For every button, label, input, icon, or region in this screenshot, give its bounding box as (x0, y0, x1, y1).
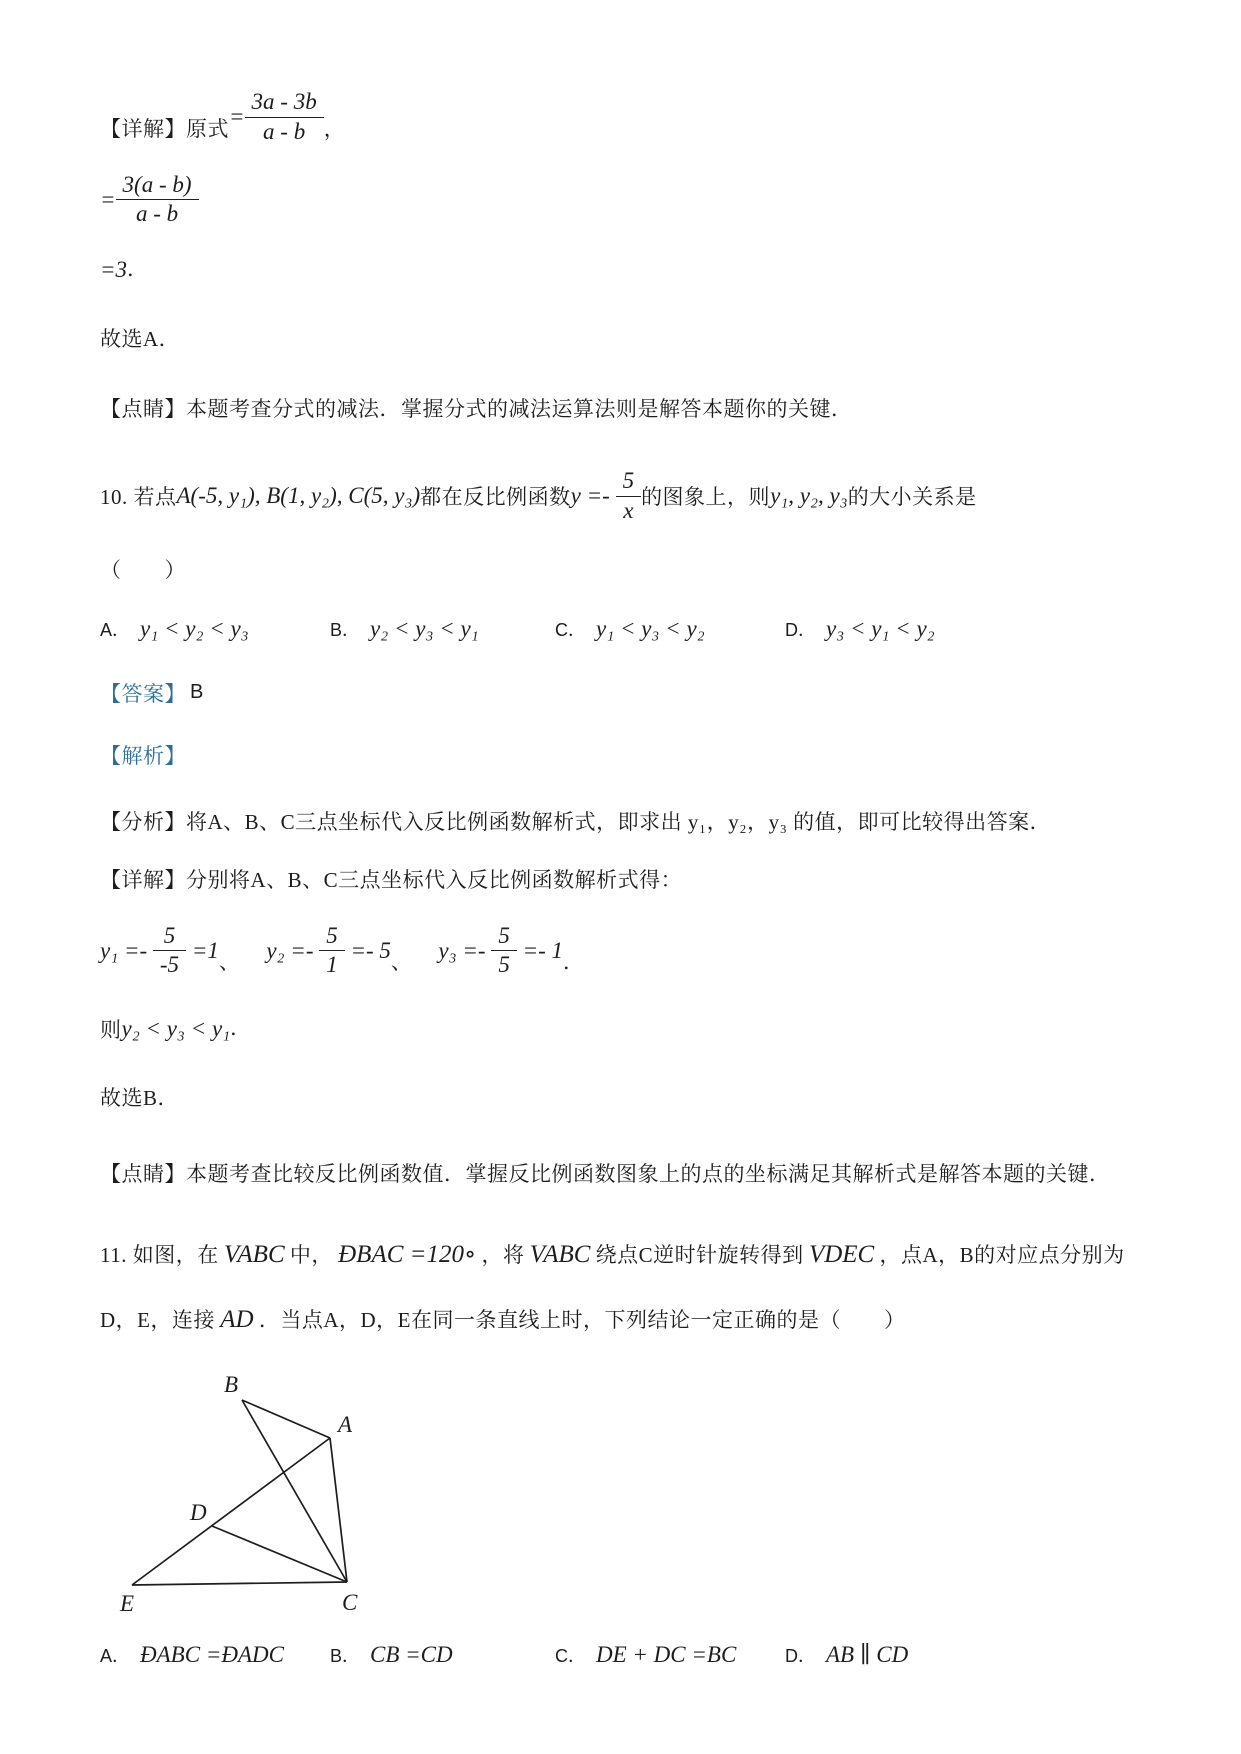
q10-option-a-label: A． (100, 619, 131, 640)
q10-ys: y₁, y₂, y₃ (770, 483, 848, 509)
q10-calc3-numerator: 5 (498, 922, 510, 948)
edge-EC (132, 1582, 347, 1585)
q10-calc2-numerator: 5 (326, 922, 338, 948)
q11-seg6: 绕点C逆时针旋转得到 (595, 1242, 804, 1267)
q10-calc3-denominator: 5 (491, 950, 517, 980)
q10-option-d (785, 616, 935, 642)
q9-tip: 【点睛】本题考查分式的减法．掌握分式的减法运算法则是解答本题你的关键． (100, 397, 853, 421)
q10-calc-row (100, 922, 1141, 981)
q10-option-d-label: D． (785, 619, 816, 640)
vertex-label-E: E (120, 1590, 135, 1616)
q10-paren: （ ） (100, 557, 186, 582)
q10-analysis: 【分析】将A、B、C三点坐标代入反比例函数解析式，即求出 y₁，y₂，y₃ 的值，即可比较得出答案． (100, 809, 1052, 834)
q10-options (100, 616, 1141, 642)
vertex-label-B: B (224, 1371, 239, 1397)
q9-detail-label: 【详解】原式 (100, 116, 229, 141)
q11-stem (100, 1222, 1141, 1352)
q10-option-c-expr: y₁ < y₃ < y₂ (596, 615, 705, 641)
q11-seg8: ，点A，B的对应点分别为D，E，连接 (100, 1242, 1125, 1332)
q9-step3 (100, 253, 1141, 287)
q9-eq1-denominator: a - b (245, 117, 324, 147)
q11-seg4: ，将 (481, 1242, 525, 1267)
q11-option-d-label: D． (785, 1645, 816, 1666)
q10-answer-value: B (190, 681, 204, 703)
q10-calc2-fraction (319, 922, 345, 981)
q10-option-b (330, 616, 555, 642)
q10-after: 的图象上，则 (641, 485, 771, 510)
q10-answer-label: 【答案】 (100, 681, 186, 706)
q10-tail: 的大小关系是 (847, 485, 977, 510)
q10-then-pre: 则 (100, 1018, 122, 1042)
q9-eq2-sign: = (100, 186, 116, 212)
edge-DC (212, 1526, 347, 1582)
q10-lead: 10. 若点 (100, 485, 177, 510)
vertex-label-C: C (342, 1589, 358, 1615)
q9-eq2-denominator: a - b (116, 199, 199, 229)
q11-option-a (100, 1642, 330, 1668)
q10-func-numerator: 5 (622, 468, 635, 493)
q11-seg3: ÐBAC =120∘ (338, 1240, 477, 1268)
q11-option-d-expr: AB ∥ CD (826, 1641, 909, 1667)
q10-option-a (100, 616, 330, 642)
q11-option-b-expr: CB =CD (370, 1641, 453, 1667)
vertex-label-D: D (190, 1499, 207, 1525)
q10-calc2-sep: 、 (390, 950, 413, 974)
q9-eq2-fraction (116, 171, 199, 230)
q10-option-b-expr: y₂ < y₃ < y₁ (370, 615, 479, 641)
q11-option-c-expr: DE + DC =BC (596, 1641, 737, 1667)
q11-seg5: VABC (529, 1240, 591, 1268)
q11-figure (102, 1366, 1141, 1634)
q10-calc2-post: =- 5 (344, 937, 391, 963)
q11-option-a-expr: ÐABC =ÐADC (140, 1641, 284, 1667)
edge-BA (242, 1400, 330, 1438)
q10-calc2-denominator: 1 (319, 950, 345, 980)
q10-calc2-pre: y₂ =- (266, 937, 320, 963)
edge-AC (330, 1438, 347, 1582)
q11-options (100, 1642, 1141, 1668)
q9-detail-line (100, 88, 1141, 147)
q10-option-b-label: B． (330, 619, 361, 640)
q9-eq1-sign: = (229, 104, 245, 130)
q10-then-expr: y₂ < y₃ < y₁ (121, 1016, 231, 1041)
q9-eq1-comma: ， (323, 116, 346, 141)
q9-eq3: =3 (100, 257, 128, 282)
q10-option-d-expr: y₃ < y₁ < y₂ (826, 615, 935, 641)
q10-func-denominator: x (616, 496, 642, 526)
q9-eq3-period: ． (127, 257, 149, 281)
q10-calc3-sep: ． (563, 950, 585, 974)
q11-seg0: 11. 如图，在 (100, 1242, 219, 1267)
q9-eq2-numerator: 3(a - b) (122, 171, 192, 197)
q11-seg2: 中， (289, 1242, 333, 1267)
q10-option-a-expr: y₁ < y₂ < y₃ (140, 615, 249, 641)
q9-step2 (100, 171, 1141, 230)
q11-option-c (555, 1642, 785, 1668)
q10-calc3-fraction (491, 922, 517, 981)
q10-func-fraction (616, 467, 642, 526)
q10-mid: 都在反比例函数 (420, 485, 571, 510)
q10-calc1-sep: 、 (218, 950, 241, 974)
q10-analysis-label: 【解析】 (100, 743, 186, 768)
q9-eq1-numerator: 3a - 3b (251, 89, 317, 114)
q10-detail: 【详解】分别将A、B、C三点坐标代入反比例函数解析式得： (100, 867, 683, 892)
q10-calc3-pre: y₃ =- (438, 937, 492, 963)
q11-option-c-label: C． (555, 1645, 586, 1666)
q11-option-d (785, 1642, 908, 1668)
q10-calc1-post: =1 (186, 937, 219, 963)
q11-seg9: AD (220, 1305, 254, 1333)
q9-eq1-fraction (245, 88, 324, 147)
q10-stem (100, 467, 1141, 526)
q10-calc3-post: =- 1 (516, 937, 563, 963)
q11-seg1: VABC (223, 1240, 285, 1268)
q10-tip: 【点睛】本题考查比较反比例函数值．掌握反比例函数图象上的点的坐标满足其解析式是解答本题的关键． (100, 1162, 1111, 1186)
q10-conclusion: 故选B． (100, 1086, 180, 1110)
q10-calc1-pre: y₁ =- (100, 937, 153, 963)
q10-func-pre: y =- (570, 483, 616, 509)
q10-then-tail: ． (230, 1016, 252, 1040)
q10-calc1-denominator: -5 (153, 950, 186, 980)
q10-calc1-numerator: 5 (163, 922, 176, 948)
q10-option-c (555, 616, 785, 642)
q11-option-b (330, 1642, 555, 1668)
q10-then-line (100, 1012, 1141, 1046)
q11-option-a-label: A． (100, 1645, 131, 1666)
q11-seg10: ．当点A，D，E在同一条直线上时，下列结论一定正确的是（ ） (258, 1307, 906, 1332)
q11-seg7: VDEC (808, 1240, 875, 1268)
q11-option-b-label: B． (330, 1645, 361, 1666)
triangle-figure-svg (102, 1366, 422, 1628)
q10-points: A(-5, y₁), B(1, y₂), C(5, y₃) (176, 483, 421, 509)
vertex-label-A: A (338, 1411, 353, 1437)
q10-answer-line (100, 678, 1141, 708)
q9-conclusion: 故选A． (100, 327, 181, 351)
q10-calc1-fraction (153, 922, 186, 981)
q10-option-c-label: C． (555, 619, 586, 640)
